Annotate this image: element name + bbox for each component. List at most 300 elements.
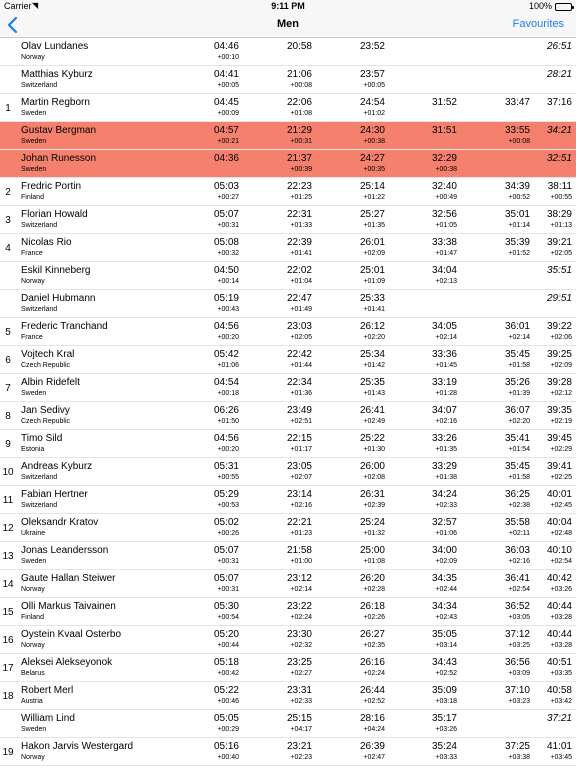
split-cell <box>360 405 385 427</box>
split-time: 38:29 <box>546 209 572 220</box>
split-cell <box>547 741 572 763</box>
split-cell <box>547 461 572 483</box>
split-behind: +01:06 <box>217 362 239 369</box>
result-row[interactable] <box>0 542 576 570</box>
result-row[interactable] <box>0 178 576 206</box>
battery-percent: 100% <box>528 1 552 11</box>
split-cell <box>287 433 312 455</box>
athlete-country: Austria <box>21 698 43 705</box>
split-cell <box>214 629 239 651</box>
split-time: 32:40 <box>431 181 457 192</box>
split-time: 26:41 <box>359 405 385 416</box>
split-cell <box>360 601 385 623</box>
split-cell <box>214 433 239 455</box>
split-behind: +02:45 <box>550 502 572 509</box>
split-cell <box>214 209 239 231</box>
split-behind: +00:29 <box>217 726 239 733</box>
split-time: 35:45 <box>504 349 530 360</box>
split-cell <box>432 349 457 371</box>
split-behind: +00:42 <box>217 670 239 677</box>
split-time: 40:42 <box>546 573 572 584</box>
athlete-country: France <box>21 334 43 341</box>
split-cell <box>287 377 312 399</box>
result-row[interactable] <box>0 598 576 626</box>
split-cell <box>214 517 239 539</box>
result-row[interactable] <box>0 738 576 766</box>
split-cell <box>432 461 457 483</box>
split-cell <box>287 713 312 735</box>
split-behind: +02:52 <box>363 698 385 705</box>
split-time: 32:51 <box>546 153 572 164</box>
split-time: 34:34 <box>431 601 457 612</box>
result-row[interactable] <box>0 318 576 346</box>
status-time: 9:11 PM <box>271 1 305 11</box>
split-cell <box>360 293 385 315</box>
split-cell <box>360 69 385 91</box>
split-time: 33:29 <box>431 461 457 472</box>
split-cell <box>360 433 385 455</box>
split-cell <box>287 405 312 427</box>
split-behind: +00:31 <box>217 586 239 593</box>
split-time: 37:16 <box>546 97 572 108</box>
split-behind: +02:16 <box>508 558 530 565</box>
split-cell <box>287 97 312 119</box>
split-cell <box>214 713 239 735</box>
split-behind: +03:05 <box>508 614 530 621</box>
split-time: 36:56 <box>504 657 530 668</box>
split-time: 35:45 <box>504 461 530 472</box>
split-time: 26:44 <box>359 685 385 696</box>
result-row[interactable] <box>0 710 576 738</box>
athlete-name: Frederic Tranchand <box>21 321 108 332</box>
split-behind: +02:33 <box>435 502 457 509</box>
split-behind: +02:47 <box>363 754 385 761</box>
split-time: 40:51 <box>546 657 572 668</box>
split-behind: +02:14 <box>435 334 457 341</box>
result-row[interactable] <box>0 486 576 514</box>
split-time: 05:07 <box>213 209 239 220</box>
split-time: 31:51 <box>431 125 457 136</box>
split-cell <box>505 321 530 343</box>
split-cell <box>214 265 239 287</box>
split-time: 39:21 <box>546 237 572 248</box>
rank-label: 10 <box>2 467 14 478</box>
split-cell <box>287 181 312 203</box>
split-behind: +00:21 <box>217 138 239 145</box>
split-behind: +01:05 <box>435 222 457 229</box>
split-cell <box>214 321 239 343</box>
split-cell <box>547 601 572 623</box>
split-behind: +02:51 <box>290 418 312 425</box>
athlete-country: Sweden <box>21 390 47 397</box>
split-behind: +01:35 <box>435 446 457 453</box>
split-time: 22:39 <box>286 237 312 248</box>
athlete-country: Sweden <box>21 558 47 565</box>
split-cell <box>214 377 239 399</box>
split-cell <box>287 321 312 343</box>
split-behind: +00:08 <box>508 138 530 145</box>
rank-label: 7 <box>5 383 11 394</box>
split-time: 41:01 <box>546 741 572 752</box>
split-cell <box>214 545 239 567</box>
split-behind: +02:24 <box>290 614 312 621</box>
rank-label: 19 <box>2 747 14 758</box>
split-behind: +00:08 <box>290 82 312 89</box>
athlete-name: Gustav Bergman <box>21 125 97 136</box>
split-time: 34:05 <box>431 321 457 332</box>
split-behind: +03:18 <box>435 698 457 705</box>
result-row[interactable] <box>0 262 576 290</box>
split-cell <box>432 433 457 455</box>
split-cell <box>432 125 457 137</box>
athlete-name: Timo Sild <box>21 433 63 444</box>
result-row[interactable] <box>0 514 576 542</box>
split-cell <box>214 181 239 203</box>
split-behind: +01:09 <box>363 278 385 285</box>
page-title: Men <box>277 18 299 30</box>
result-row[interactable] <box>0 654 576 682</box>
split-behind: +00:53 <box>217 502 239 509</box>
split-cell <box>432 405 457 427</box>
split-cell <box>287 573 312 595</box>
split-time: 24:30 <box>359 125 385 136</box>
split-cell <box>547 153 572 165</box>
rank-label: 2 <box>5 187 11 198</box>
split-time: 32:29 <box>431 153 457 164</box>
split-behind: +02:38 <box>508 502 530 509</box>
athlete-name: Nicolas Rio <box>21 237 72 248</box>
rank-label: 5 <box>5 327 11 338</box>
split-time: 37:10 <box>504 685 530 696</box>
split-time: 05:07 <box>213 573 239 584</box>
split-time: 39:22 <box>546 321 572 332</box>
split-time: 31:52 <box>431 97 457 108</box>
split-cell <box>214 349 239 371</box>
split-time: 34:21 <box>546 125 572 136</box>
split-behind: +00:49 <box>435 194 457 201</box>
split-time: 29:51 <box>546 293 572 304</box>
split-behind: +03:35 <box>550 670 572 677</box>
split-time: 25:14 <box>359 181 385 192</box>
split-behind: +02:12 <box>550 390 572 397</box>
split-cell <box>547 433 572 455</box>
split-time: 26:16 <box>359 657 385 668</box>
rank-label: 1 <box>5 103 11 114</box>
split-time: 36:07 <box>504 405 530 416</box>
split-behind: +02:23 <box>290 754 312 761</box>
result-row[interactable] <box>0 290 576 318</box>
athlete-name: Gaute Hallan Steiwer <box>21 573 116 584</box>
split-time: 35:24 <box>431 741 457 752</box>
split-behind: +01:43 <box>363 390 385 397</box>
split-cell <box>287 69 312 91</box>
split-cell <box>214 461 239 483</box>
split-cell <box>360 629 385 651</box>
split-cell <box>214 601 239 623</box>
rank-label: 16 <box>2 635 14 646</box>
split-time: 34:39 <box>504 181 530 192</box>
split-time: 21:58 <box>286 545 312 556</box>
split-time: 38:11 <box>547 181 572 192</box>
rank-label: 6 <box>5 355 11 366</box>
athlete-name: Jan Sedivy <box>21 405 70 416</box>
split-time: 32:57 <box>431 517 457 528</box>
result-row[interactable] <box>0 122 576 150</box>
split-time: 25:33 <box>359 293 385 304</box>
split-behind: +00:20 <box>217 446 239 453</box>
split-time: 04:41 <box>213 69 239 80</box>
rank-label: 17 <box>2 663 14 674</box>
split-time: 35:41 <box>504 433 530 444</box>
result-row[interactable] <box>0 206 576 234</box>
split-cell <box>287 265 312 287</box>
result-row[interactable] <box>0 234 576 262</box>
split-time: 35:01 <box>504 209 530 220</box>
split-time: 23:05 <box>286 461 312 472</box>
split-behind: +00:43 <box>217 306 239 313</box>
athlete-name: Olli Markus Taivainen <box>21 601 116 612</box>
split-cell <box>505 209 530 231</box>
split-behind: +02:43 <box>435 614 457 621</box>
split-cell <box>505 629 530 651</box>
split-cell <box>505 181 530 203</box>
split-cell <box>360 153 385 175</box>
split-cell <box>214 573 239 595</box>
split-time: 25:01 <box>359 265 385 276</box>
split-cell <box>547 517 572 539</box>
split-behind: +00:05 <box>217 82 239 89</box>
split-time: 23:31 <box>286 685 312 696</box>
athlete-name: Aleksei Alekseyonok <box>21 657 113 668</box>
split-behind: +02:32 <box>290 642 312 649</box>
split-time: 05:19 <box>213 293 239 304</box>
result-row[interactable] <box>0 346 576 374</box>
athlete-name: Fabian Hertner <box>21 489 88 500</box>
split-time: 04:50 <box>213 265 239 276</box>
split-behind: +01:58 <box>508 362 530 369</box>
split-cell <box>214 293 239 315</box>
split-behind: +01:17 <box>290 446 312 453</box>
split-behind: +01:39 <box>508 390 530 397</box>
athlete-name: Oystein Kvaal Osterbo <box>21 629 122 640</box>
split-time: 28:21 <box>546 69 572 80</box>
split-cell <box>214 657 239 679</box>
split-time: 22:21 <box>286 517 312 528</box>
split-behind: +01:08 <box>363 558 385 565</box>
split-cell <box>432 685 457 707</box>
split-time: 25:00 <box>359 545 385 556</box>
rank-label: 4 <box>5 243 11 254</box>
result-row[interactable] <box>0 374 576 402</box>
split-cell <box>360 321 385 343</box>
split-behind: +01:36 <box>290 390 312 397</box>
split-time: 40:04 <box>546 517 572 528</box>
split-time: 37:25 <box>504 741 530 752</box>
split-time: 22:47 <box>286 293 312 304</box>
split-time: 36:25 <box>504 489 530 500</box>
result-row[interactable] <box>0 94 576 122</box>
split-cell <box>214 153 239 165</box>
split-time: 23:30 <box>286 629 312 640</box>
split-cell <box>360 573 385 595</box>
split-time: 34:00 <box>431 545 457 556</box>
split-time: 40:44 <box>546 601 572 612</box>
split-cell <box>547 321 572 343</box>
split-behind: +00:27 <box>217 194 239 201</box>
split-behind: +01:41 <box>363 306 385 313</box>
split-time: 35:39 <box>504 237 530 248</box>
split-cell <box>432 209 457 231</box>
split-behind: +00:18 <box>217 390 239 397</box>
split-cell <box>547 125 572 137</box>
split-behind: +01:25 <box>290 194 312 201</box>
split-time: 21:37 <box>286 153 312 164</box>
split-behind: +02:09 <box>435 558 457 565</box>
split-behind: +02:52 <box>435 670 457 677</box>
athlete-name: Hakon Jarvis Westergard <box>21 741 134 752</box>
split-time: 37:12 <box>504 629 530 640</box>
split-behind: +00:44 <box>217 642 239 649</box>
split-behind: +03:26 <box>435 726 457 733</box>
athlete-name: Matthias Kyburz <box>21 69 93 80</box>
split-time: 05:30 <box>213 601 239 612</box>
rank-label: 9 <box>5 439 11 450</box>
split-cell <box>214 489 239 511</box>
split-cell <box>287 237 312 259</box>
rank-label: 15 <box>2 607 14 618</box>
split-time: 39:41 <box>546 461 572 472</box>
split-cell <box>548 181 572 203</box>
athlete-name: Florian Howald <box>21 209 88 220</box>
result-row[interactable] <box>0 402 576 430</box>
split-behind: +02:39 <box>363 502 385 509</box>
split-time: 04:36 <box>213 153 239 164</box>
split-time: 34:24 <box>431 489 457 500</box>
result-row[interactable] <box>0 430 576 458</box>
split-time: 05:03 <box>213 181 239 192</box>
split-time: 34:43 <box>431 657 457 668</box>
split-time: 04:54 <box>213 377 239 388</box>
split-time: 24:27 <box>359 153 385 164</box>
split-behind: +03:09 <box>508 670 530 677</box>
result-row[interactable] <box>0 458 576 486</box>
split-behind: +00:55 <box>550 194 572 201</box>
split-behind: +02:14 <box>290 586 312 593</box>
split-cell <box>432 517 457 539</box>
split-behind: +01:08 <box>290 110 312 117</box>
split-time: 33:38 <box>431 237 457 248</box>
split-cell <box>432 713 457 735</box>
split-time: 40:10 <box>546 545 572 556</box>
split-behind: +02:11 <box>508 530 530 537</box>
split-time: 39:45 <box>546 433 572 444</box>
split-cell <box>287 153 312 175</box>
result-row[interactable] <box>0 682 576 710</box>
result-row[interactable] <box>0 626 576 654</box>
split-cell <box>287 209 312 231</box>
split-cell <box>432 265 457 287</box>
athlete-country: France <box>21 250 43 257</box>
split-cell <box>547 629 572 651</box>
split-time: 04:57 <box>213 125 239 136</box>
split-cell <box>547 349 572 371</box>
navigation-bar <box>0 13 576 38</box>
result-row[interactable] <box>0 38 576 66</box>
split-behind: +01:49 <box>290 306 312 313</box>
split-time: 24:54 <box>359 97 385 108</box>
split-time: 05:05 <box>213 713 239 724</box>
split-cell <box>214 69 239 91</box>
split-time: 34:07 <box>431 405 457 416</box>
athlete-country: Estonia <box>21 446 45 453</box>
split-behind: +03:38 <box>508 754 530 761</box>
split-time: 35:17 <box>431 713 457 724</box>
split-cell <box>287 601 312 623</box>
rank-label: 14 <box>2 579 14 590</box>
result-row[interactable] <box>0 150 576 178</box>
split-behind: +03:14 <box>435 642 457 649</box>
split-cell <box>432 377 457 399</box>
split-time: 37:21 <box>546 713 572 724</box>
split-time: 25:34 <box>359 349 385 360</box>
split-time: 21:29 <box>286 125 312 136</box>
split-time: 05:18 <box>213 657 239 668</box>
split-time: 23:03 <box>286 321 312 332</box>
split-time: 40:44 <box>546 629 572 640</box>
split-time: 36:03 <box>504 545 530 556</box>
split-time: 05:02 <box>213 517 239 528</box>
split-cell <box>287 545 312 567</box>
split-behind: +03:33 <box>435 754 457 761</box>
split-time: 04:56 <box>213 433 239 444</box>
results-list <box>0 38 576 766</box>
split-behind: +02:29 <box>550 446 572 453</box>
split-behind: +03:45 <box>550 754 572 761</box>
split-behind: +03:28 <box>550 614 572 621</box>
split-cell <box>505 125 530 147</box>
rank-label: 12 <box>2 523 14 534</box>
split-behind: +01:38 <box>435 474 457 481</box>
split-time: 05:08 <box>213 237 239 248</box>
split-cell <box>287 293 312 315</box>
split-cell <box>505 349 530 371</box>
rank-label: 3 <box>5 215 11 226</box>
split-behind: +00:35 <box>363 166 385 173</box>
split-behind: +03:28 <box>550 642 572 649</box>
split-behind: +00:20 <box>217 334 239 341</box>
split-cell <box>360 209 385 231</box>
split-cell <box>360 741 385 763</box>
result-row[interactable] <box>0 570 576 598</box>
athlete-country: Norway <box>21 54 45 61</box>
rank-label: 13 <box>2 551 14 562</box>
result-row[interactable] <box>0 66 576 94</box>
split-behind: +02:05 <box>290 334 312 341</box>
favourites-button[interactable]: Favourites <box>512 18 564 30</box>
split-behind: +02:05 <box>550 250 572 257</box>
split-time: 40:58 <box>546 685 572 696</box>
split-behind: +01:04 <box>290 278 312 285</box>
split-behind: +04:17 <box>290 726 312 733</box>
split-time: 34:04 <box>431 265 457 276</box>
athlete-country: Finland <box>21 614 44 621</box>
athlete-country: Czech Republic <box>21 362 71 369</box>
athlete-country: Norway <box>21 642 45 649</box>
athlete-country: Norway <box>21 278 45 285</box>
split-behind: +02:09 <box>550 362 572 369</box>
split-behind: +00:26 <box>217 530 239 537</box>
split-cell <box>547 713 572 725</box>
